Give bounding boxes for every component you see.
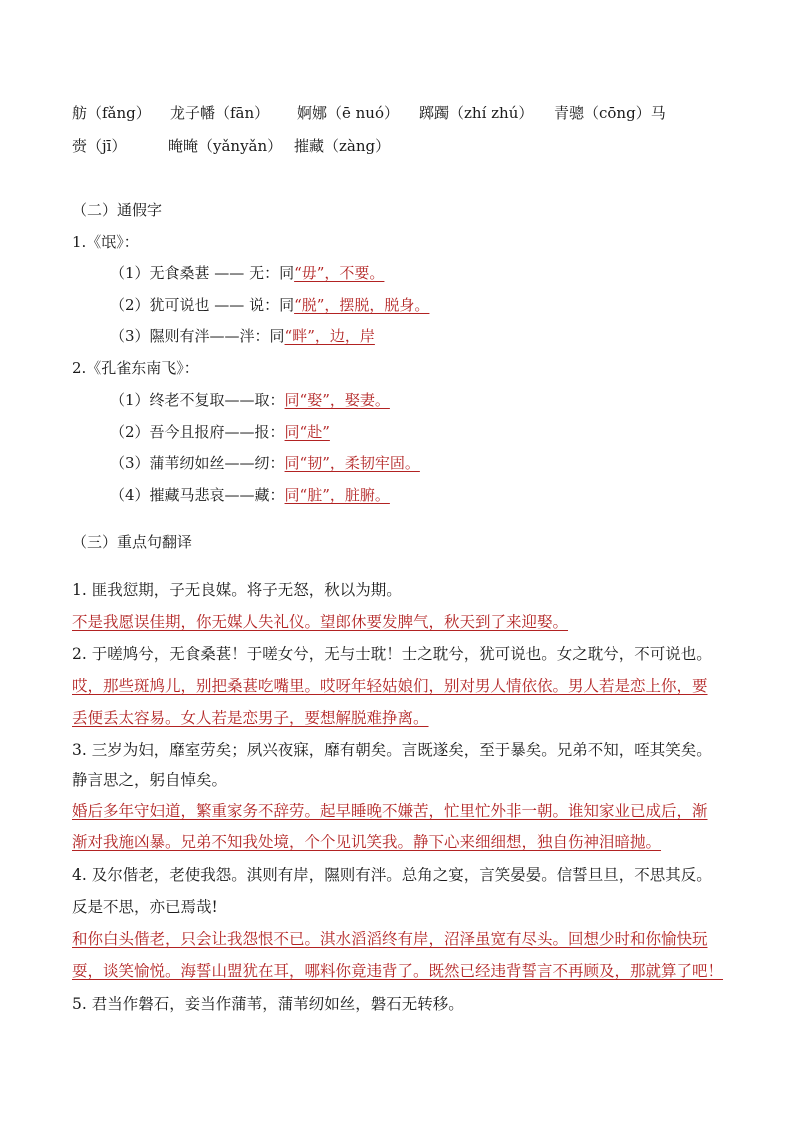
- tongjia-question: （1）无食桑葚 —— 无：同: [110, 264, 295, 282]
- pinyin-item: 踯躅（zhí zhú）: [419, 104, 534, 122]
- translation-line: 耍，谈笑愉悦。海誓山盟犹在耳，哪料你竟违背了。既然已经违背誓言不再顾及，那就算了吧！: [72, 962, 724, 980]
- pinyin-item: 龙子幡（fān）: [170, 104, 270, 122]
- tongjia-answer: “脱”，摆脱，脱身。: [294, 296, 430, 314]
- tongjia-answer: 同“韧”，柔韧牢固。: [284, 454, 420, 472]
- source-sentence: 1. 匪我愆期，子无良媒。将子无怒，秋以为期。: [72, 581, 402, 599]
- translation-line: 渐对我施凶暴。兄弟不知我处境，个个见讥笑我。静下心来细细想，独自伤神泪暗抛。: [72, 833, 662, 851]
- source-sentence: 2. 于嗟鸠兮，无食桑葚！于嗟女兮，无与士耽！士之耽兮，犹可说也。女之耽兮，不可说也。: [72, 645, 712, 663]
- tongjia-question: （4）摧藏马悲哀——藏：: [110, 486, 285, 504]
- tongjia-question: （2）吾今且报府——报：: [110, 423, 285, 441]
- tongjia-answer: 同“赴”: [284, 423, 330, 441]
- tongjia-question: （1）终老不复取——取：: [110, 391, 285, 409]
- tongjia-question: （2）犹可说也 —— 说：同: [110, 296, 295, 314]
- tongjia-item: [110, 485, 390, 505]
- tongjia-answer: “畔”，边，岸: [284, 327, 375, 345]
- pinyin-item: 晻晻（yǎnyǎn）: [168, 137, 283, 155]
- pinyin-item: 赍（jī）: [72, 137, 127, 155]
- tongjia-answer: 同“脏”，脏腑。: [284, 486, 390, 504]
- tongjia-item: [110, 326, 375, 346]
- translation-line: 不是我愿误佳期，你无媒人失礼仪。望郎休要发脾气，秋天到了来迎娶。: [72, 613, 569, 631]
- translation-line: 和你白头偕老，只会让我怨恨不已。淇水滔滔终有岸，沼泽虽宽有尽头。回想少时和你愉快玩: [72, 930, 708, 948]
- section-heading: （三）重点句翻译: [72, 533, 193, 551]
- tongjia-item: [110, 453, 420, 473]
- source-sentence: 静言思之，躬自悼矣。: [72, 771, 228, 789]
- tongjia-item: [110, 390, 390, 410]
- pinyin-item: 婀娜（ē nuó）: [297, 104, 399, 122]
- pinyin-item: 舫（fǎng）: [72, 104, 151, 122]
- tongjia-answer: “毋”，不要。: [294, 264, 385, 282]
- translation-line: 丢便丢太容易。女人若是恋男子，要想解脱难挣离。: [72, 709, 429, 727]
- tongjia-item: [110, 263, 384, 283]
- source-sentence: 5. 君当作磐石，妾当作蒲苇，蒲苇纫如丝，磐石无转移。: [72, 995, 464, 1013]
- pinyin-item: 摧藏（zàng）: [294, 137, 391, 155]
- pinyin-item: 青骢（cōng）马: [554, 104, 666, 122]
- tongjia-answer: 同“娶”，娶妻。: [284, 391, 390, 409]
- translation-line: 婚后多年守妇道，繁重家务不辞劳。起早睡晚不嫌苦，忙里忙外非一朝。谁知家业已成后，渐: [72, 802, 708, 820]
- tongjia-item: [110, 422, 330, 442]
- group-title: 2.《孔雀东南飞》：: [72, 359, 199, 377]
- source-sentence: 反是不思，亦已焉哉!: [72, 898, 218, 916]
- tongjia-question: （3）蒲苇纫如丝——纫：: [110, 454, 285, 472]
- source-sentence: 3. 三岁为妇，靡室劳矣；夙兴夜寐，靡有朝矣。言既遂矣，至于暴矣。兄弟不知，咥其笑矣。: [72, 741, 712, 759]
- section-heading: （二）通假字: [72, 201, 163, 219]
- tongjia-question: （3）隰则有泮——泮：同: [110, 327, 285, 345]
- translation-line: 哎，那些斑鸠儿，别把桑葚吃嘴里。哎呀年轻姑娘们，别对男人情依依。男人若是恋上你，要: [72, 677, 708, 695]
- group-title: 1.《氓》：: [72, 233, 139, 251]
- tongjia-item: [110, 295, 429, 315]
- source-sentence: 4. 及尔偕老，老使我怨。淇则有岸，隰则有泮。总角之宴，言笑晏晏。信誓旦旦，不思其反。: [72, 866, 712, 884]
